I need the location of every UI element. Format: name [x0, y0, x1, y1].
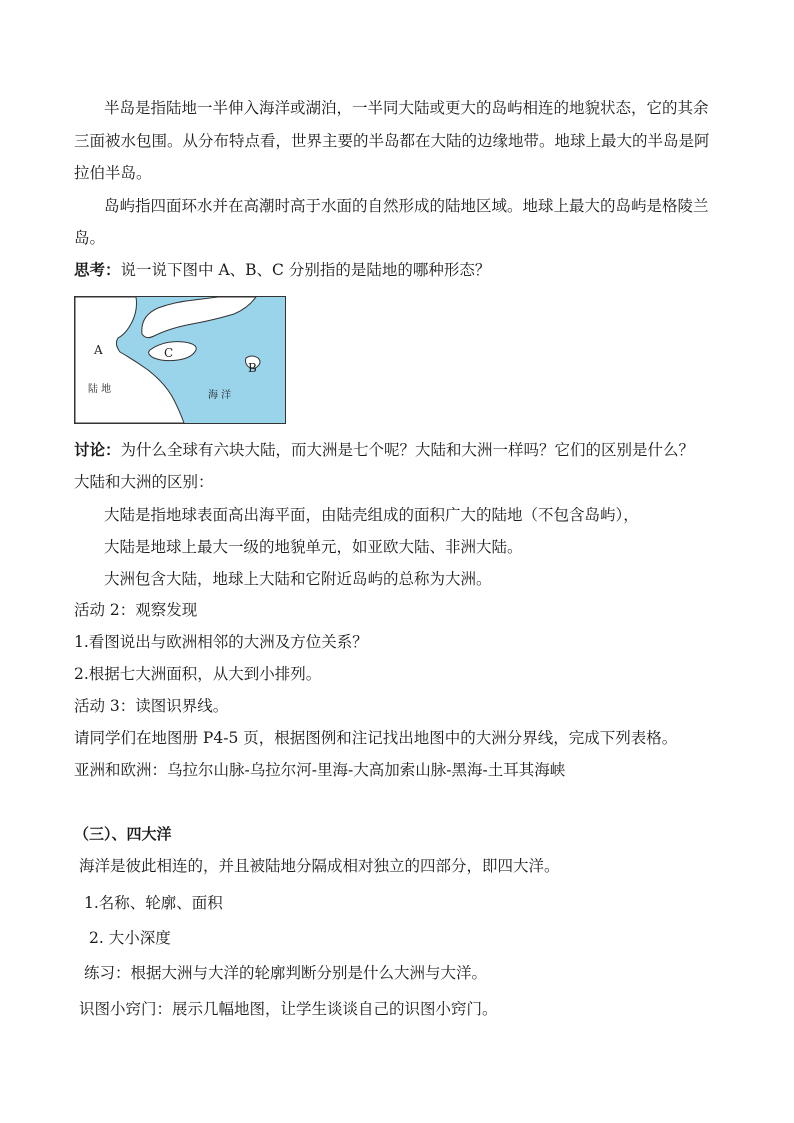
paragraph-peninsula-line-2: 三面被水包围。从分布特点看，世界主要的半岛都在大陆的边缘地带。地球上最大的半岛是阿 [74, 132, 710, 150]
discuss-text: 为什么全球有六块大陆，而大洲是七个呢？大陆和大洲一样吗？它们的区别是什么？ [120, 441, 695, 459]
paragraph-peninsula-line-3: 拉伯半岛。 [74, 164, 152, 182]
section-3-tips: 识图小窍门：展示几幅地图，让学生谈谈自己的识图小窍门。 [79, 1000, 498, 1018]
map-label-b: B [248, 361, 257, 375]
activity-2-question-2: 2.根据七大洲面积，从大到小排列。 [74, 665, 322, 683]
difference-item-2: 大陆是地球上最大一级的地貌单元，如亚欧大陆、非洲大陆。 [104, 538, 523, 556]
difference-title: 大陆和大洲的区别： [74, 473, 214, 491]
map-label-ocean: 海 洋 [208, 390, 232, 401]
think-question [74, 260, 490, 280]
section-3-item-1: 1.名称、轮廓、面积 [84, 894, 223, 912]
landform-map [74, 296, 286, 424]
discuss-question [74, 440, 694, 460]
paragraph-island-line-1: 岛屿指四面环水并在高潮时高于水面的自然形成的陆地区域。地球上最大的岛屿是格陵兰 [104, 197, 709, 215]
difference-item-3: 大洲包含大陆，地球上大陆和它附近岛屿的总称为大洲。 [104, 570, 492, 588]
paragraph-island-line-2: 岛。 [74, 229, 106, 247]
discuss-label: 讨论： [74, 440, 121, 459]
think-label: 思考： [74, 260, 121, 279]
map-label-a: A [94, 343, 103, 357]
activity-2-title: 活动 2：观察发现 [74, 601, 198, 619]
section-3-item-2: 2. 大小深度 [89, 929, 171, 947]
landform-map-svg [74, 296, 286, 424]
section-3-heading: （三）、四大洋 [74, 825, 172, 843]
think-text: 说一说下图中 A、B、C 分别指的是陆地的哪种形态？ [120, 261, 491, 279]
activity-3-title: 活动 3：读图识界线。 [74, 697, 229, 715]
section-3-intro: 海洋是彼此相连的，并且被陆地分隔成相对独立的四部分，即四大洋。 [79, 857, 560, 875]
map-label-c: C [164, 346, 174, 360]
activity-2-question-1: 1.看图说出与欧洲相邻的大洲及方位关系？ [74, 633, 368, 651]
asia-europe-boundary: 亚洲和欧洲：乌拉尔山脉-乌拉尔河-里海-大高加索山脉-黑海-土耳其海峡 [74, 761, 566, 779]
paragraph-peninsula-line-1: 半岛是指陆地一半伸入海洋或湖泊，一半同大陆或更大的岛屿相连的地貌状态，它的其余 [104, 99, 709, 117]
difference-item-1: 大陆是指地球表面高出海平面，由陆壳组成的面积广大的陆地（不包含岛屿）， [104, 506, 639, 524]
map-label-land: 陆 地 [88, 384, 112, 395]
activity-3-text: 请同学们在地图册 P4-5 页，根据图例和注记找出地图中的大洲分界线，完成下列表格。 [74, 729, 678, 747]
section-3-practice: 练习：根据大洲与大洋的轮廓判断分别是什么大洲与大洋。 [84, 964, 488, 982]
